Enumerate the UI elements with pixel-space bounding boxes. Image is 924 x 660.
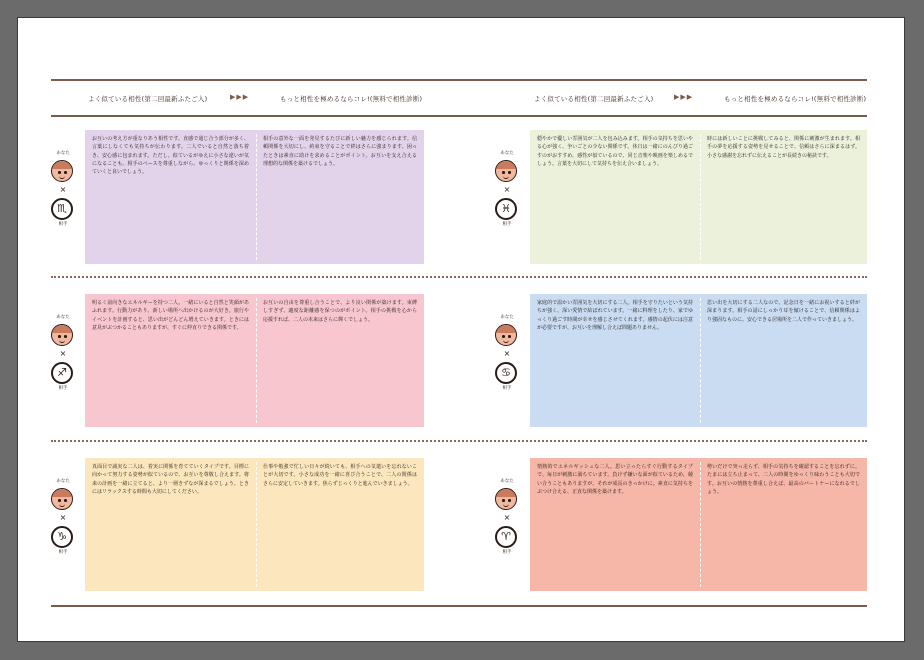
face-icon [51,160,73,182]
pairing-icon [492,312,522,402]
header-right-arrows: ▶▶▶ [674,93,694,101]
top-label: あなた [500,315,514,320]
header-right-title: よく似ている相性(第二回最新ふたご入) [534,95,654,103]
pairing-icon [492,148,522,238]
bottom-label: 相手 [502,550,512,555]
pairing-icon [492,476,522,566]
pairing-icon [48,148,78,238]
top-label: あなた [56,479,70,484]
pairing-icon [48,312,78,402]
times-icon: × [59,185,67,194]
text-column-2: お互いの自由を尊重し合うことで、より良い関係が築けます。束縛しすぎず、適度な距離感を保つのがポイント。相手の挑戦を心から応援すれば、二人の未来はさらに輝くでしょう。 [256,294,424,427]
aries-icon: ♈ [495,526,517,548]
sagittarius-icon: ♐ [51,362,73,384]
pisces-icon: ♓ [495,198,517,220]
top-label: あなた [500,479,514,484]
top-label: あなた [56,151,70,156]
bottom-label: 相手 [58,550,68,555]
times-icon: × [59,349,67,358]
text-column-1: 家庭的で温かい雰囲気を大切にする二人。相手を守りたいという気持ちが強く、深い愛情で結ばれています。一緒に料理をしたり、家でゆっくり過ごす時間が幸せを感じさせてくれます。感情の起伏には注意が必要ですが、お互いを理解し合えば問題ありません。 [530,294,700,427]
scorpio-icon: ♏ [51,198,73,220]
bottom-label: 相手 [502,386,512,391]
row-separator [51,276,867,278]
header-left-arrows: ▶▶▶ [230,93,250,101]
text-column-2: 時には新しいことに挑戦してみると、関係に刺激が生まれます。相手の夢を応援する姿勢を見せることで、信頼はさらに深まるはず。小さな感謝を忘れずに伝えることが長続きの秘訣です。 [700,130,867,264]
document-page [18,18,904,641]
header-left-title: よく似ている相性(第二回最新ふたご入) [88,95,208,103]
times-icon: × [503,349,511,358]
column-divider [700,134,701,260]
cancer-icon: ♋ [495,362,517,384]
top-label: あなた [56,315,70,320]
text-column-2: 相手の意外な一面を発見するたびに新しい魅力を感じられます。信頼関係を大切にし、約束を守ることで絆はさらに強まります。困ったときは素直に助けを求めることがポイント。お互いを支え合える理想的な関係を築けるでしょう。 [256,130,424,264]
text-column-1: お互いの考え方が重なりあう相性です。直感で通じ合う部分が多く、言葉にしなくても気持ちが伝わります。二人でいると自然と落ち着き、安心感に包まれます。ただし、似ているがゆえに小さな違いが気になることも。相手のペースを尊重しながら、ゆっくりと関係を深めていくと良いでしょう。 [85,130,256,264]
face-icon [495,488,517,510]
column-divider [256,298,257,423]
text-column-1: 情熱的でエネルギッシュな二人。思い立ったらすぐ行動するタイプで、毎日が刺激に満ちています。負けず嫌いな面が似ているため、競い合うこともありますが、それが成長のきっかけに。素直に気持ちをぶつけ合える、正直な関係を築けます。 [530,458,700,591]
times-icon: × [503,185,511,194]
top-rule [51,79,867,81]
top-label: あなた [500,151,514,156]
text-column-2: 勢いだけで突っ走らず、相手の気持ちを確認することを忘れずに。たまには立ち止まって、二人の時間をゆっくり味わうことも大切です。お互いの情熱を尊重し合えば、最高のパートナーになれるでしょう。 [700,458,867,591]
text-column-1: 穏やかで優しい雰囲気が二人を包み込みます。相手の気持ちを思いやる心が強く、争いごとの少ない関係です。休日は一緒にのんびり過ごすのがおすすめ。感性が似ているので、同じ音楽や映画を楽しめるでしょう。言葉を大切にして気持ちを伝え合いましょう。 [530,130,700,264]
times-icon: × [59,513,67,522]
bottom-label: 相手 [58,222,68,227]
column-divider [700,298,701,423]
header-left-subtitle: もっと相性を極めるならコレ!(無料で相性診断) [280,95,423,103]
face-icon [495,160,517,182]
header-right-subtitle: もっと相性を極めるならコレ!(無料で相性診断) [724,95,867,103]
capricorn-icon: ♑ [51,526,73,548]
column-divider [700,462,701,587]
header-rule [51,115,867,117]
text-column-2: 思い出を大切にする二人なので、記念日を一緒にお祝いすると絆が深まります。相手の話にしっかり耳を傾けることで、信頼関係はより強固なものに。安心できる居場所を二人で作っていきましょう。 [700,294,867,427]
bottom-label: 相手 [502,222,512,227]
row-separator [51,440,867,442]
text-column-1: 明るく前向きなエネルギーを持つ二人。一緒にいると自然と笑顔があふれます。行動力があり、新しい場所へ出かけるのが大好き。旅行やイベントを計画すると、思い出がどんどん増えていきます。ときには意見がぶつかることもありますが、すぐに仲直りできる関係です。 [85,294,256,427]
text-column-2: 仕事や勉強で忙しい日々が続いても、相手への気遣いを忘れないことが大切です。小さな成功を一緒に喜び合うことで、二人の関係はさらに安定していきます。焦らずじっくりと進んでいきましょう。 [256,458,424,591]
text-column-1: 真面目で誠実な二人は、着実に関係を育てていくタイプです。目標に向かって努力する姿勢が似ているので、お互いを尊敬し合えます。将来の計画を一緒に立てると、より一層きずなが深まるでしょう。ときにはリラックスする時間も大切にしてください。 [85,458,256,591]
face-icon [495,324,517,346]
column-divider [256,134,257,260]
bottom-rule [51,605,867,607]
pairing-icon [48,476,78,566]
face-icon [51,324,73,346]
column-divider [256,462,257,587]
bottom-label: 相手 [58,386,68,391]
times-icon: × [503,513,511,522]
face-icon [51,488,73,510]
